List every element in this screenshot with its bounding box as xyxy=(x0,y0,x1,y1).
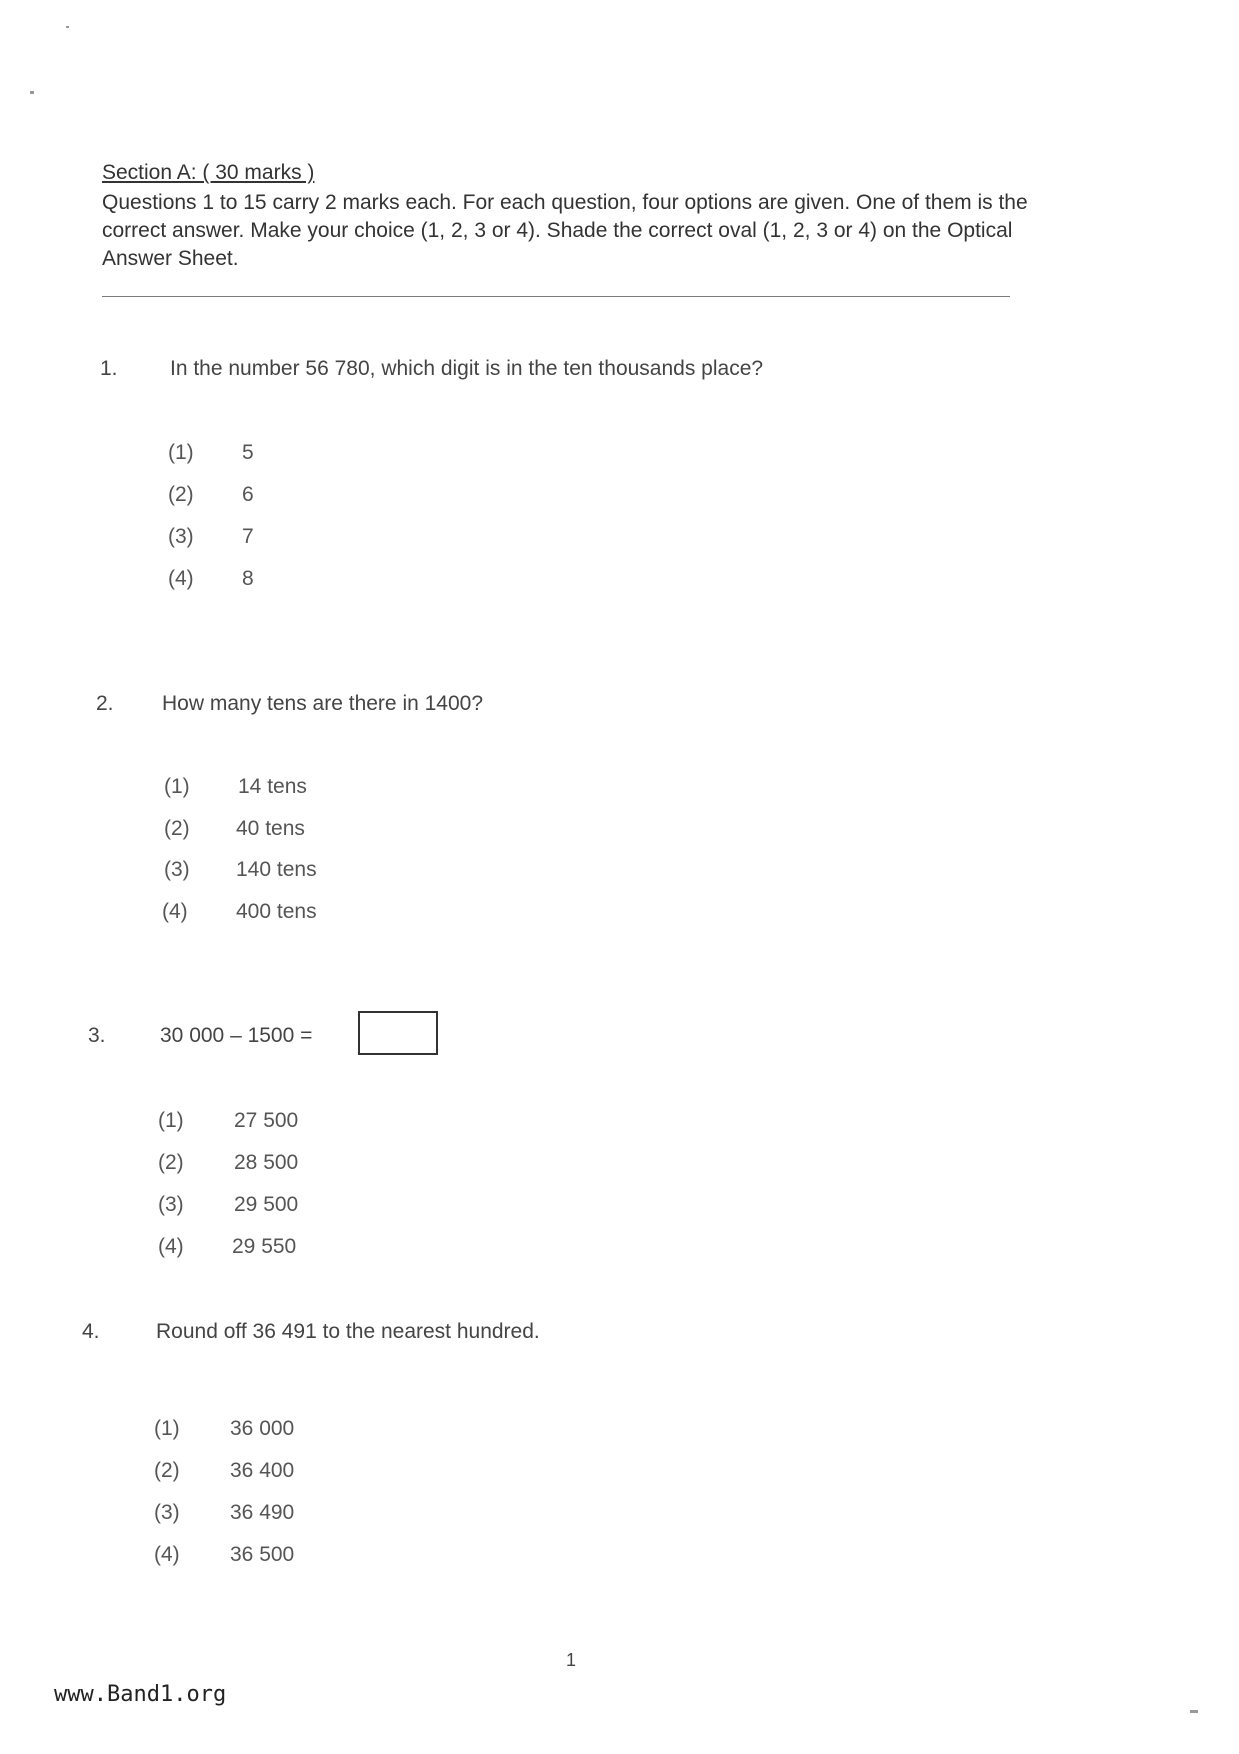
option-value: 27 500 xyxy=(234,1109,299,1132)
question-text: How many tens are there in 1400? xyxy=(162,692,484,715)
question-number: 3. xyxy=(88,1024,106,1047)
option-label: (1) xyxy=(164,775,190,798)
option-value: 29 500 xyxy=(234,1193,299,1216)
option-label: (1) xyxy=(154,1417,180,1440)
option-value: 40 tens xyxy=(236,817,305,840)
option-value: 8 xyxy=(242,567,254,590)
option-label: (2) xyxy=(154,1459,180,1482)
option-label: (4) xyxy=(162,900,188,923)
option-value: 5 xyxy=(242,441,254,464)
option-label: (4) xyxy=(154,1543,180,1566)
question-number: 2. xyxy=(96,692,114,715)
question-number: 1. xyxy=(100,357,118,380)
option-label: (2) xyxy=(168,483,194,506)
option-label: (1) xyxy=(168,441,194,464)
option-label: (3) xyxy=(164,858,190,881)
option-label: (4) xyxy=(158,1235,184,1258)
option-value: 7 xyxy=(242,525,254,548)
option-value: 6 xyxy=(242,483,254,506)
option-value: 140 tens xyxy=(236,858,317,881)
option-value: 28 500 xyxy=(234,1151,299,1174)
question-text: 30 000 – 1500 = xyxy=(160,1024,313,1047)
option-label: (3) xyxy=(158,1193,184,1216)
divider xyxy=(102,296,1010,297)
option-label: (3) xyxy=(154,1501,180,1524)
question-number: 4. xyxy=(82,1320,100,1343)
footer-url: www.Band1.org xyxy=(54,1682,227,1707)
option-value: 36 490 xyxy=(230,1501,295,1524)
scan-speck xyxy=(30,91,34,94)
option-label: (1) xyxy=(158,1109,184,1132)
option-value: 400 tens xyxy=(236,900,317,923)
option-value: 14 tens xyxy=(238,775,307,798)
option-value: 36 500 xyxy=(230,1543,295,1566)
option-value: 36 400 xyxy=(230,1459,295,1482)
option-label: (2) xyxy=(158,1151,184,1174)
scan-speck xyxy=(1190,1710,1198,1713)
option-label: (4) xyxy=(168,567,194,590)
option-label: (2) xyxy=(164,817,190,840)
option-value: 29 550 xyxy=(232,1235,297,1258)
answer-box xyxy=(358,1011,438,1055)
question-text: In the number 56 780, which digit is in the ten thousands place? xyxy=(170,357,764,380)
section-title: Section A: ( 30 marks ) xyxy=(102,161,315,184)
page-number: 1 xyxy=(566,1650,577,1670)
scan-speck xyxy=(66,26,69,28)
question-text: Round off 36 491 to the nearest hundred. xyxy=(156,1320,540,1343)
option-value: 36 000 xyxy=(230,1417,295,1440)
section-instructions: Questions 1 to 15 carry 2 marks each. For each question, four options are given. One of them is the correct answer. Make your choice (1, 2, 3 or 4). Shade the correct oval (1, 2, 3 or 4) on the Optical Answer Sheet. xyxy=(102,191,1028,270)
option-label: (3) xyxy=(168,525,194,548)
